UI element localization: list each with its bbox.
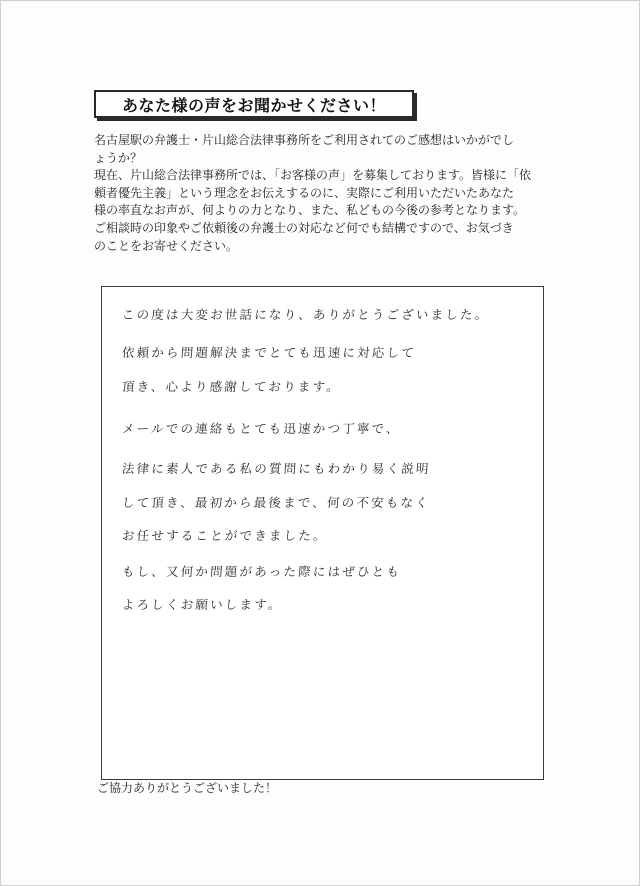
handwritten-line: して頂き、最初から最後まで、何の不安もなく [121, 495, 431, 510]
page-title: あなた様の声をお聞かせください！ [121, 95, 386, 115]
handwritten-line: メールでの連絡もとても迅速かつ丁寧で、 [121, 421, 402, 436]
handwritten-line: よろしくお願いします。 [121, 597, 284, 612]
handwritten-line: もし、又何か問題があった際にはぜひとも [121, 564, 402, 579]
page-title-box [94, 90, 414, 118]
intro-paragraph-1: 名古屋駅の弁護士・片山総合法律事務所をご利用されてのご感想はいかがでし ょうか？ [94, 133, 515, 165]
intro-paragraph-2: 現在、片山総合法律事務所では、「お客様の声」を募集しております。皆様に「依 頼者優先主義」という理念をお伝えするのに、実際にご利用いただいたあなた 様の率直なお声が、何よりの力となり、また、私どもの今後の参考となります。 ご相談時の印象やご依頼後の弁護士の対応など何でも結構ですので、お気づき のことをお寄せください。 [94, 168, 532, 253]
thanks-message: ご協力ありがとうございました！ [97, 781, 278, 795]
handwritten-line: 依頼から問題解決までとても迅速に対応して [121, 345, 417, 360]
handwritten-line: 頂き、心より感謝しております。 [121, 379, 342, 394]
handwritten-line: この度は大変お世話になり、ありがとうございました。 [121, 307, 491, 322]
handwritten-comment-box [101, 286, 544, 780]
handwritten-line: 法律に素人である私の質問にもわかり易く説明 [121, 461, 432, 476]
intro-text [94, 132, 564, 255]
handwritten-line: お任せすることができました。 [121, 528, 329, 543]
